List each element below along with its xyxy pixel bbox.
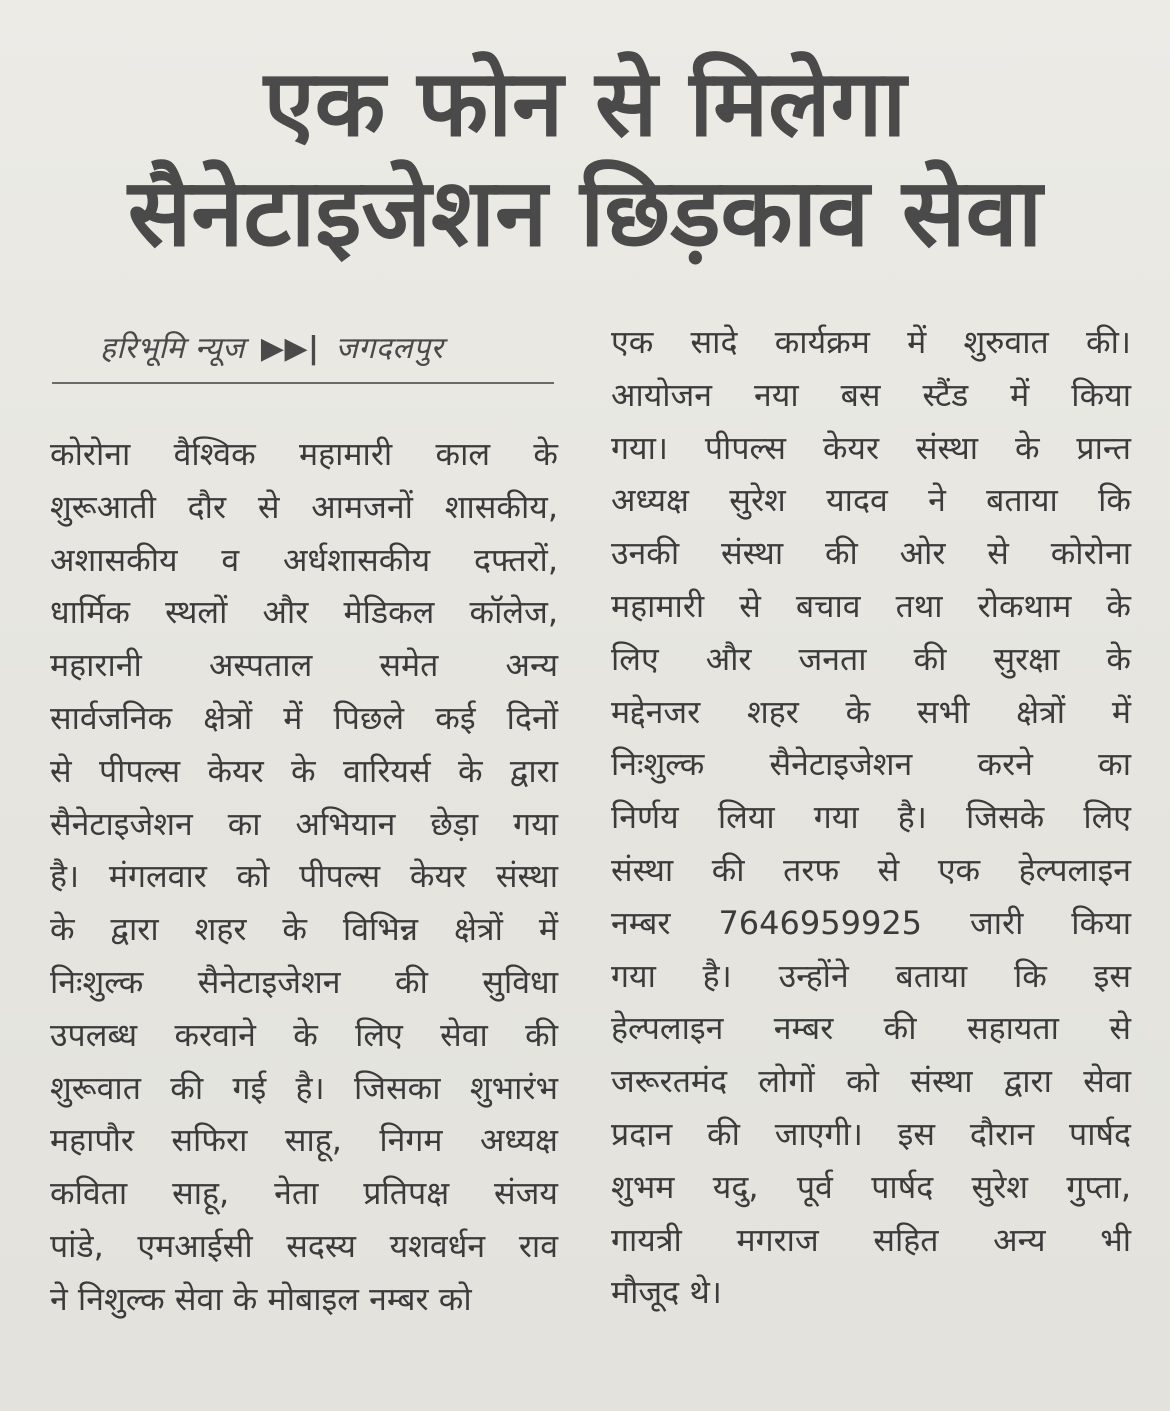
article-line: एक सादे कार्यक्रम में शुरुवात की। [611,323,1131,361]
article-line: मौजूद थे। [611,1273,722,1312]
article-line: निःशुल्क सैनेटाइजेशन करने का [611,745,1131,784]
article-line: महामारी से बचाव तथा रोकथाम के [611,586,1131,625]
article-line: शुरूवात की गई है। जिसका शुभारंभ [50,1068,558,1107]
article-line: सार्वजनिक क्षेत्रों में पिछले कई दिनों [50,698,558,737]
byline [100,326,443,367]
article-line: शुरूआती दौर से आमजनों शासकीय, [50,487,558,526]
byline-rule [52,382,554,384]
article-line: नम्बर 7646959925 जारी किया [611,903,1131,942]
article-line: पांडे, एमआईसी सदस्य यशवर्धन राव [50,1226,558,1265]
article-line: है। मंगलवार को पीपल्स केयर संस्था [50,857,558,896]
article-line: उपलब्ध करवाने के लिए सेवा की [50,1015,558,1054]
article-line: हेल्पलाइन नम्बर की सहायता से [611,1009,1131,1048]
byline-separator-icon: ▶▶| [260,331,320,366]
article-column-left [50,428,558,1326]
article-line: निःशुल्क सैनेटाइजेशन की सुविधा [50,962,558,1001]
article-line: अध्यक्ष सुरेश यादव ने बताया कि [611,481,1131,520]
article-line: अशासकीय व अर्धशासकीय दफ्तरों, [50,540,558,579]
article-line: प्रदान की जाएगी। इस दौरान पार्षद [611,1114,1131,1153]
article-line: के द्वारा शहर के विभिन्न क्षेत्रों में [50,910,558,949]
article-line: से पीपल्स केयर के वारियर्स के द्वारा [50,751,558,790]
article-line: आयोजन नया बस स्टैंड में किया [611,375,1131,414]
headline-line-2: सैनेटाइजेशन छिड़काव सेवा [127,159,1043,269]
article-line: उनकी संस्था की ओर से कोरोना [611,534,1131,573]
article-line: जरूरतमंद लोगों को संस्था द्वारा सेवा [611,1062,1131,1101]
article-line: कोरोना वैश्विक महामारी काल के [50,435,558,473]
article-line: निर्णय लिया गया है। जिसके लिए [611,798,1131,837]
byline-source: हरिभूमि न्यूज [100,331,245,366]
article-line: गायत्री मगराज सहित अन्य भी [611,1220,1131,1259]
article-line: महापौर सफिरा साहू, निगम अध्यक्ष [50,1121,558,1160]
article-line: लिए और जनता की सुरक्षा के [611,639,1131,678]
article-column-right [611,316,1131,1319]
article-line: संस्था की तरफ से एक हेल्पलाइन [611,850,1131,889]
article-line: गया है। उन्होंने बताया कि इस [611,956,1131,995]
article-line: मद्देनजर शहर के सभी क्षेत्रों में [611,692,1131,731]
article-line: शुभम यदु, पूर्व पार्षद सुरेश गुप्ता, [611,1167,1131,1206]
article-line: सैनेटाइजेशन का अभियान छेड़ा गया [50,804,558,843]
article-line: धार्मिक स्थलों और मेडिकल कॉलेज, [50,593,558,632]
article-line: कविता साहू, नेता प्रतिपक्ष संजय [50,1174,558,1213]
article-line: ने निशुल्क सेवा के मोबाइल नम्बर को [50,1279,472,1318]
byline-location: जगदलपुर [335,331,444,366]
headline-line-1: एक फोन से मिलेगा [263,50,907,157]
article-line: महारानी अस्पताल समेत अन्य [50,646,558,685]
headline [0,50,1170,269]
article-line: गया। पीपल्स केयर संस्था के प्रान्त [611,428,1131,467]
